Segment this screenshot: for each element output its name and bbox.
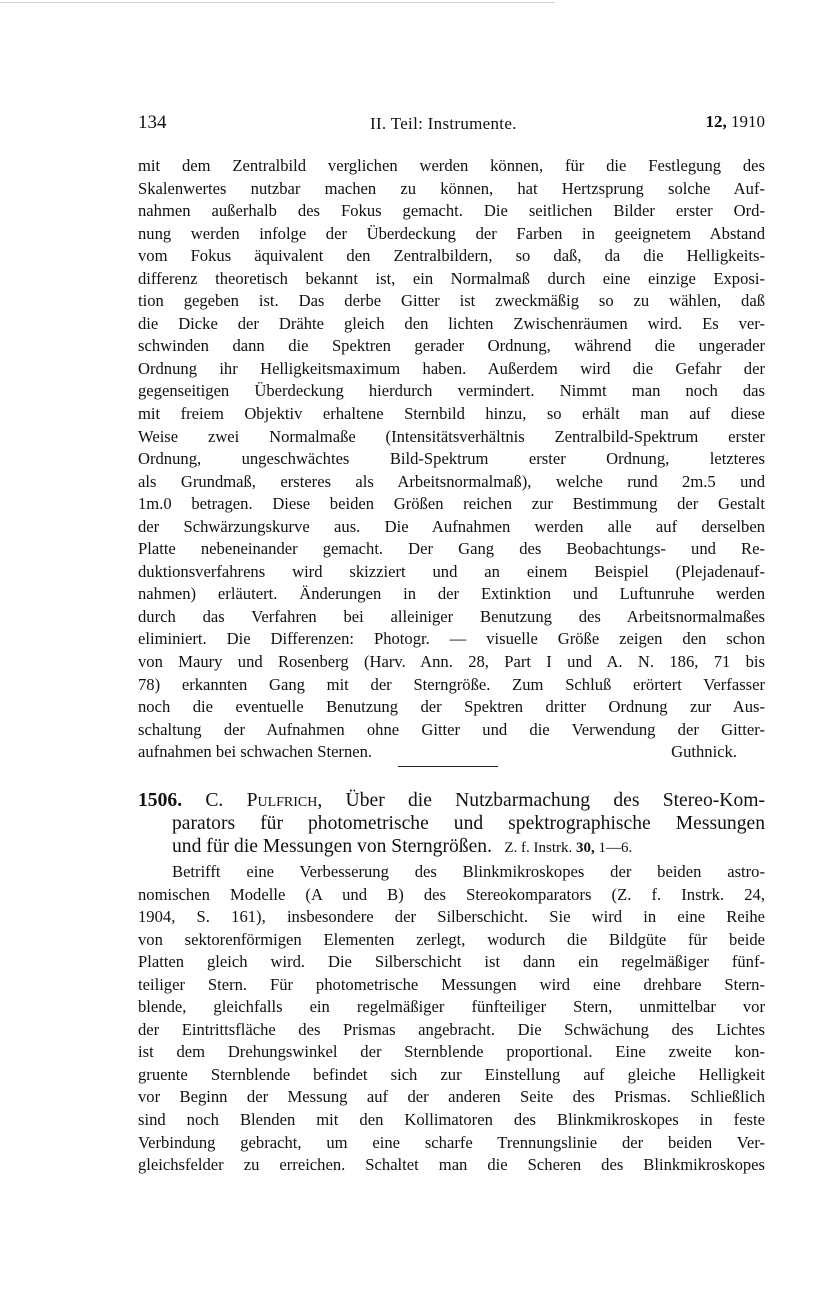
entry-number: 1506. [138,790,183,811]
entry-title-1: Über die Nutzbarmachung des Stereo-Kom- [345,790,766,811]
text-line: durch das Verfahren bei alleiniger Benutzung des Arbeitsnormalmaßes [138,606,765,626]
text-line: tion gegeben ist. Das derbe Gitter ist zweckmäßig so zu wählen, daß [138,291,765,311]
page-number: 134 [138,112,167,133]
text-line: Weise zwei Normalmaße (Intensitätsverhältnis Zentralbild-Spektrum erster [138,426,765,446]
text-line: Skalenwertes nutzbar machen zu können, hat Hertzsprung solche Auf- [138,178,765,198]
text-line: Ordnung, ungeschwächtes Bild-Spektrum erster Ordnung, letzteres [138,449,765,469]
text-line: 1m.0 betragen. Diese beiden Größen reichen zur Bestimmung der Gestalt [138,494,765,514]
entry-citation [497,840,632,856]
text-line: gleichsfelder zu erreichen. Schaltet man die Scheren des Blinkmikroskopes [138,1155,765,1175]
text-line: mit freiem Objektiv erhaltene Sternbild hinzu, so erhält man auf diese [138,404,765,424]
text-line: gegenseitigen Überdeckung hierdurch vermindert. Nimmt man noch das [138,381,765,401]
section-divider [398,766,498,767]
text-line: die Dicke der Drähte gleich den lichten Zwischenräumen wird. Es ver- [138,313,765,333]
text-line: 78) erkannten Gang mit der Sterngröße. Zum Schluß erörtert Verfasser [138,674,765,694]
text-line: der Schwärzungskurve aus. Die Aufnahmen werden alle auf derselben [138,516,765,536]
running-header [138,112,765,136]
text-line: ist dem Drehungswinkel der Sternblende proportional. Eine zweite kon- [138,1042,765,1062]
entry-heading [138,789,765,858]
entry-title-2: parators für photometrische und spektrographische Messungen [172,813,765,834]
running-title: II. Teil: Instrumente. [370,114,517,133]
text-line: eliminiert. Die Differenzen: Photogr. — visuelle Größe zeigen den schon [138,629,765,649]
text-line: vom Fokus äquivalent den Zentralbildern, so daß, da die Helligkeits- [138,246,765,266]
citation-volume: 30, [576,840,595,856]
text-line: 1904, S. 161), insbesondere der Silberschicht. Sie wird in eine Reihe [138,907,765,927]
text-line: Verbindung gebracht, um eine scharfe Trennungslinie der beiden Ver- [138,1132,765,1152]
text-line: mit dem Zentralbild verglichen werden können, für die Festlegung des [138,156,765,175]
text-line: Platte nebeneinander gemacht. Der Gang des Beobachtungs- und Re- [138,539,765,559]
text-line: Betrifft eine Verbesserung des Blinkmikroskopes der beiden astro- [172,862,765,881]
text-line: schaltung der Aufnahmen ohne Gitter und die Verwendung der Gitter- [138,719,765,739]
entry-heading-line-3 [138,835,765,858]
top-edge-rule [0,2,555,3]
text-line: von sektorenförmigen Elementen zerlegt, wodurch die Bildgüte für beide [138,929,765,949]
text-line: nomischen Modelle (A und B) des Stereokomparators (Z. f. Instrk. 24, [138,884,765,904]
year: 1910 [731,112,765,131]
text-line: noch die eventuelle Benutzung der Spektren dritter Ordnung zur Aus- [138,697,765,717]
text-line: differenz theoretisch bekannt ist, ein Normalmaß durch eine einzige Exposi- [138,268,765,288]
volume-year [706,112,766,132]
review-paragraph-1 [138,155,765,764]
text-line: als Grundmaß, ersteres als Arbeitsnormalmaß), welche rund 2m.5 und [138,471,765,491]
text-line: nahmen) erläutert. Änderungen in der Extinktion und Luftunruhe werden [138,584,765,604]
text-line: schwinden dann die Spektren gerader Ordnung, während die ungerader [138,336,765,356]
entry-heading-line-2 [138,812,765,835]
text-line: gruente Sternblende befindet sich zur Einstellung auf gleiche Helligkeit [138,1064,765,1084]
text-line: Ordnung ihr Helligkeitsmaximum haben. Außerdem wird die Gefahr der [138,358,765,378]
text-line: blende, gleichfalls ein regelmäßiger fünfteiliger Stern, unmittelbar vor [138,997,765,1017]
review-paragraph-2 [138,861,765,1177]
text-line: vor Beginn der Messung auf der anderen Seite des Prismas. Schließlich [138,1087,765,1107]
text-line-final [138,741,765,764]
entry-title-3: und für die Messungen von Sterngrößen. [172,836,492,857]
entry-author: C. Pulfrich, [205,790,323,811]
entry-heading-line-1 [138,789,765,812]
reviewer-name: Guthnick. [671,742,737,762]
text-line: von Maury und Rosenberg (Harv. Ann. 28, Part I und A. N. 186, 71 bis [138,652,765,672]
text-line: der Eintrittsfläche des Prismas angebracht. Die Schwächung des Lichtes [138,1019,765,1039]
text-line: sind noch Blenden mit den Kollimatoren des Blinkmikroskopes in feste [138,1110,765,1130]
section-number: 12, [705,112,727,131]
text-line: teiliger Stern. Für photometrische Messungen wird eine drehbare Stern- [138,974,765,994]
text-line: nahmen außerhalb des Fokus gemacht. Die seitlichen Bilder erster Ord- [138,201,765,221]
citation-journal: Z. f. Instrk. [504,840,573,856]
text-line: nung werden infolge der Überdeckung der Farben in geeignetem Abstand [138,223,765,243]
citation-pages: 1—6. [598,840,633,856]
text-line: Platten gleich wird. Die Silberschicht ist dann ein regelmäßiger fünf- [138,952,765,972]
final-sentence: aufnahmen bei schwachen Sternen. [138,742,373,762]
text-line: duktionsverfahrens wird skizziert und an einem Beispiel (Plejadenauf- [138,561,765,581]
